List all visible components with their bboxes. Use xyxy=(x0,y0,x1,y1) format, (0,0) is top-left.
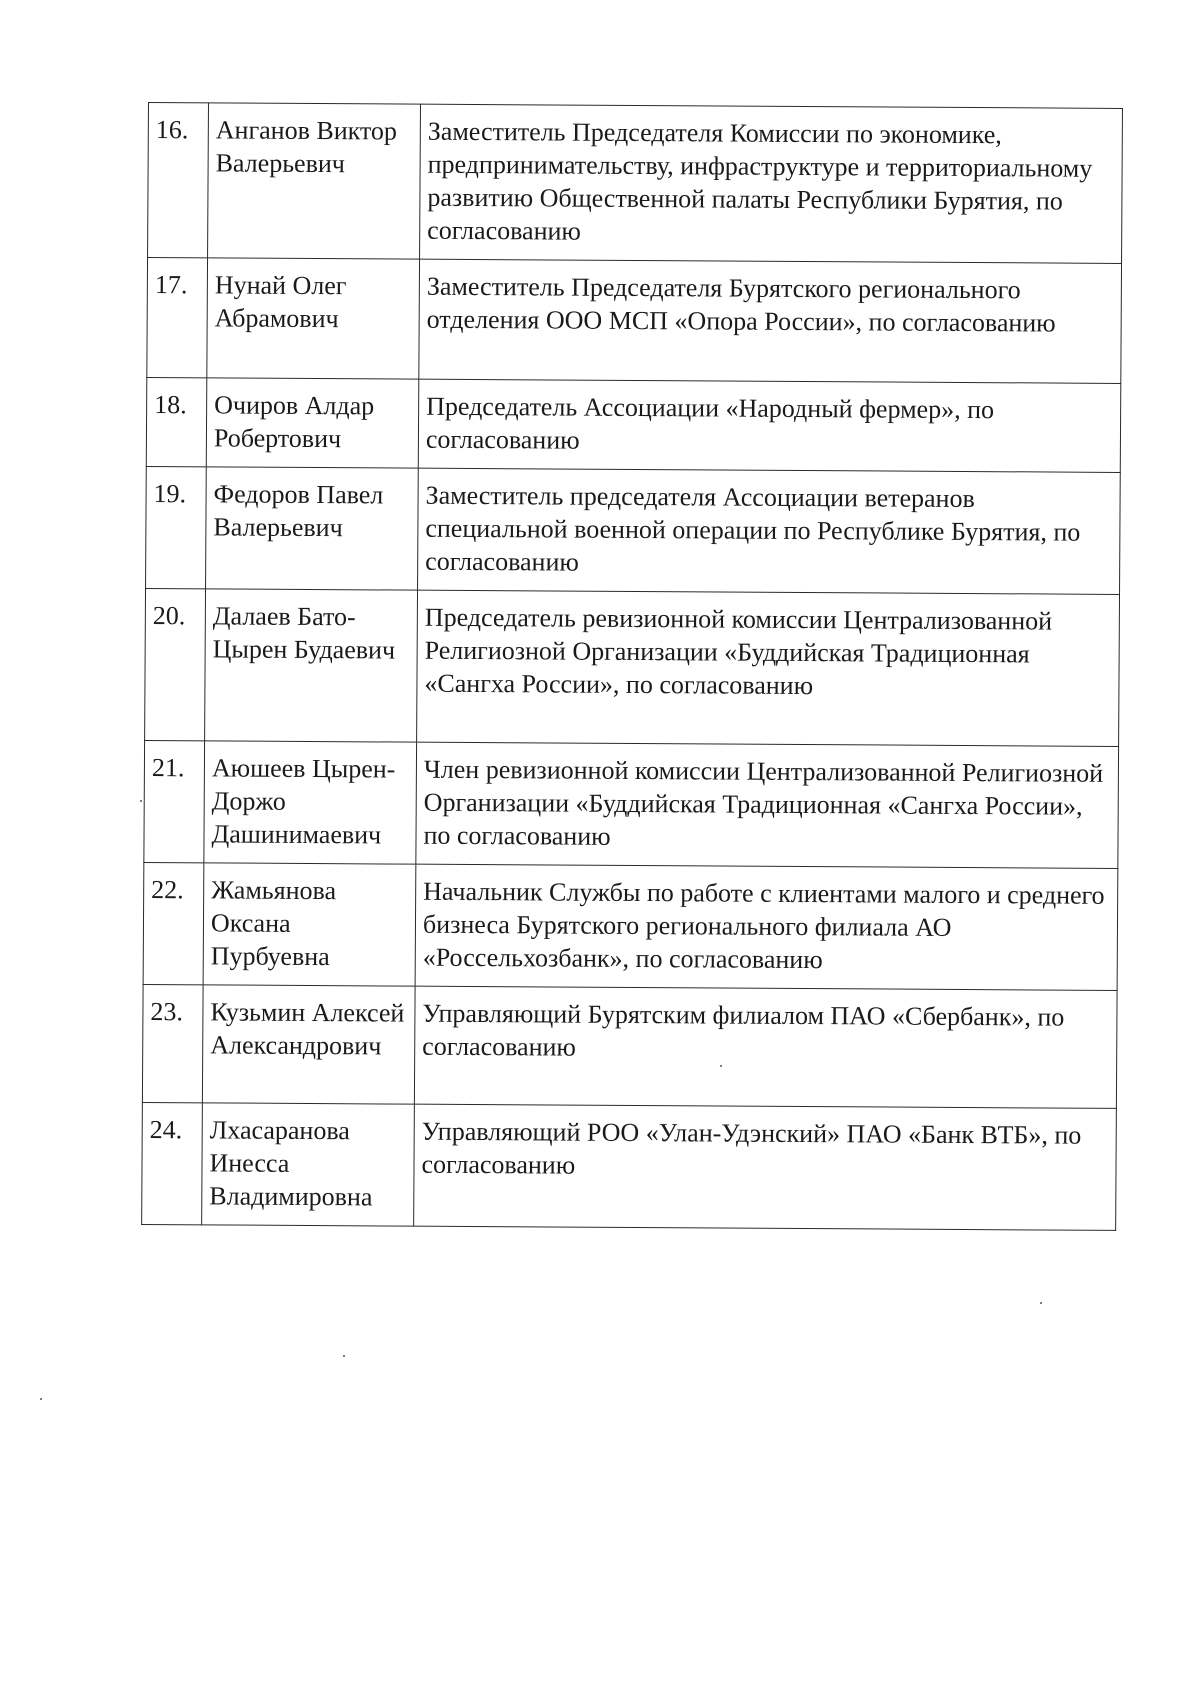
table-row xyxy=(147,258,1122,384)
row-number: 21. xyxy=(144,740,205,862)
member-name: Далаев Бато-Цырен Будаевич xyxy=(205,589,418,742)
row-number: 20. xyxy=(145,588,206,740)
row-number: 23. xyxy=(142,984,203,1102)
table-row xyxy=(148,103,1123,264)
member-name: Очиров Алдар Робертович xyxy=(206,378,419,468)
row-number: 18. xyxy=(146,377,207,466)
member-position: Член ревизионной комиссии Централизованной Религиозной Организации «Буддийская Традиционная «Сангха России», по согласованию xyxy=(416,742,1119,868)
member-name: Анганов Виктор Валерьевич xyxy=(208,103,421,259)
scan-speck xyxy=(343,1355,345,1357)
table-row xyxy=(144,740,1119,868)
member-position: Заместитель председателя Ассоциации ветеранов специальной военной операции по Республике Бурятия, по согласованию xyxy=(418,468,1121,594)
row-number: 16. xyxy=(148,103,209,258)
scan-speck xyxy=(720,1065,722,1067)
member-name: Лхасаранова Инесса Владимировна xyxy=(202,1103,415,1226)
table-row xyxy=(143,862,1118,990)
member-name: Аюшеев Цырен-Доржо Дашинимаевич xyxy=(204,741,417,864)
table-row xyxy=(145,588,1120,746)
member-position: Председатель ревизионной комиссии Централизованной Религиозной Организации «Буддийская Традиционная «Сангха России», по согласованию xyxy=(417,590,1120,746)
member-position: Управляющий Бурятским филиалом ПАО «Сбербанк», по согласованию xyxy=(414,986,1117,1108)
member-position: Заместитель Председателя Бурятского регионального отделения ООО МСП «Опора России», по согласованию xyxy=(419,259,1122,383)
member-position: Заместитель Председателя Комиссии по экономике, предпринимательству, инфраструктуре и территориальному развитию Общественной палаты Республики Бурятия, по согласованию xyxy=(420,104,1123,263)
scan-speck xyxy=(140,800,142,802)
member-name: Федоров Павел Валерьевич xyxy=(206,467,419,590)
table-row xyxy=(146,377,1121,472)
table-row xyxy=(146,466,1121,594)
member-position: Управляющий РОО «Улан-Удэнский» ПАО «Банк ВТБ», по согласованию xyxy=(414,1104,1117,1230)
member-name: Кузьмин Алексей Александрович xyxy=(202,985,415,1104)
row-number: 19. xyxy=(146,466,207,588)
table-row xyxy=(142,1102,1117,1230)
row-number: 24. xyxy=(142,1102,203,1224)
member-position: Начальник Службы по работе с клиентами малого и среднего бизнеса Бурятского регионального филиала АО «Россельхозбанк», по согласованию xyxy=(415,864,1118,990)
scan-speck xyxy=(1040,1302,1042,1304)
member-position: Председатель Ассоциации «Народный фермер», по согласованию xyxy=(418,379,1121,472)
row-number: 17. xyxy=(147,258,208,378)
scan-speck xyxy=(40,1398,42,1400)
row-number: 22. xyxy=(143,862,204,984)
member-name: Нунай Олег Абрамович xyxy=(207,258,420,379)
member-name: Жамьянова Оксана Пурбуевна xyxy=(203,863,416,986)
table-row xyxy=(142,984,1117,1108)
members-table xyxy=(141,102,1123,1231)
